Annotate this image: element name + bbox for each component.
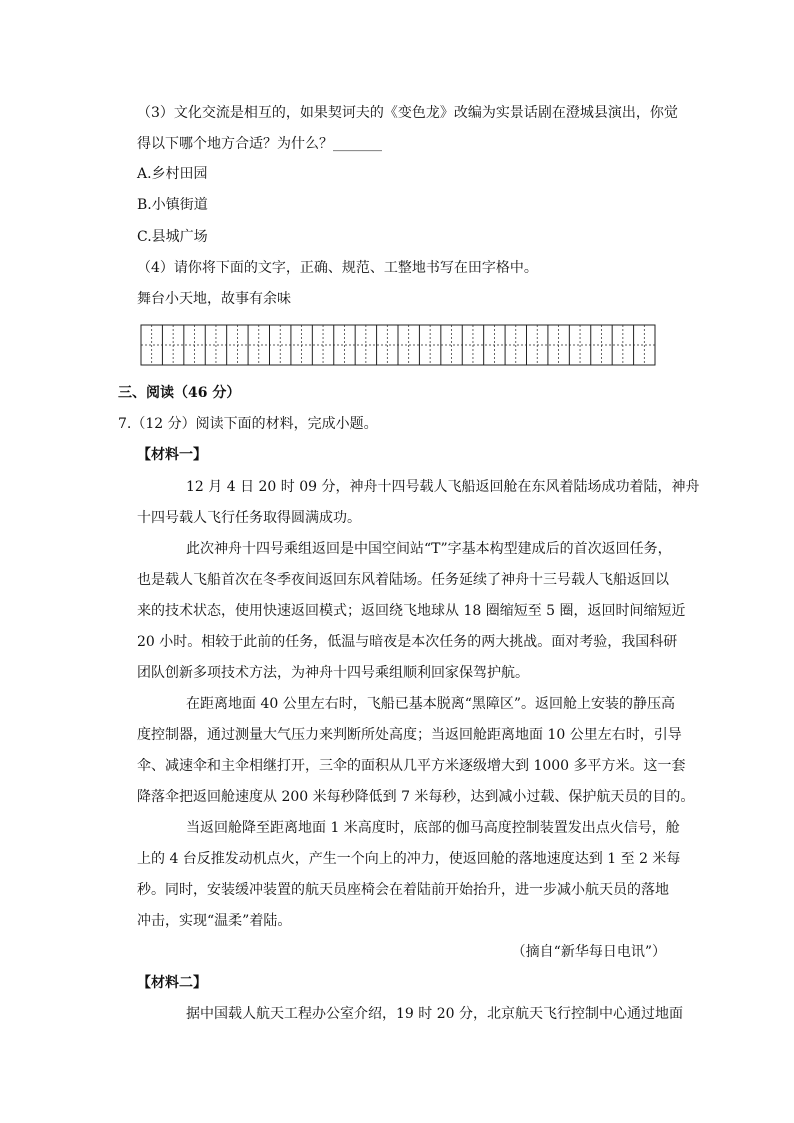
tianzige-grid: [140, 324, 656, 366]
m2-line-1: 据中国载人航天工程办公室介绍，19 时 20 分，北京航天飞行控制中心通过地面: [186, 1006, 683, 1022]
m1-line-7: 团队创新多项技术方法，为神舟十四号乘组顺利回家保驾护航。: [137, 665, 529, 681]
q7-stem: 7.（12 分）阅读下面的材料，完成小题。: [118, 416, 378, 432]
m1-line-12: 当返回舱降至距离地面 1 米高度时，底部的伽马高度控制装置发出点火信号，舱: [186, 820, 680, 836]
q4-instruction: （4）请你将下面的文字，正确、规范、工整地书写在田字格中。: [137, 260, 538, 276]
q3-option-b: B.小镇街道: [137, 197, 208, 213]
section-3-title: 三、阅读（46 分）: [118, 385, 241, 401]
m1-line-10: 伞、减速伞和主伞相继打开，三伞的面积从几平方米逐级增大到 1000 多平方米。这一套: [137, 758, 686, 774]
m1-line-11: 降落伞把返回舱速度从 200 米每秒降低到 7 米每秒，达到减小过载、保护航天员的目的。: [137, 789, 695, 805]
q3-option-c: C.县城广场: [137, 229, 208, 245]
material-2-label: 【材料二】: [137, 975, 207, 991]
source-citation: （摘自“新华每日电讯”）: [511, 944, 666, 960]
m1-line-2: 十四号载人飞行任务取得圆满成功。: [137, 510, 361, 526]
q3-line-1: （3）文化交流是相互的，如果契诃夫的《变色龙》改编为实景话剧在澄城县演出，你觉: [137, 105, 678, 121]
m1-line-8: 在距离地面 40 公里左右时，飞船已基本脱离“黑障区”。返回舱上安装的静压高: [186, 696, 676, 712]
q3-option-a: A.乡村田园: [137, 166, 208, 182]
m1-line-13: 上的 4 台反推发动机点火，产生一个向上的冲力，使返回舱的落地速度达到 1 至 2 米每: [137, 851, 681, 867]
q4-text: 舞台小天地，故事有余味: [137, 291, 291, 307]
m1-line-6: 20 小时。相较于此前的任务，低温与暗夜是本次任务的两大挑战。面对考验，我国科研: [137, 634, 678, 650]
m1-line-3: 此次神舟十四号乘组返回是中国空间站“T”字基本构型建成后的首次返回任务，: [186, 541, 672, 557]
material-1-label: 【材料一】: [137, 447, 207, 463]
m1-line-14: 秒。同时，安装缓冲装置的航天员座椅会在着陆前开始抬升，进一步减小航天员的落地: [137, 882, 669, 898]
q3-line-2: 得以下哪个地方合适？为什么？_______: [137, 136, 382, 152]
m1-line-15: 冲击，实现“温柔”着陆。: [137, 913, 292, 929]
m1-line-9: 度控制器，通过测量大气压力来判断所处高度；当返回舱距离地面 10 公里左右时，引导: [137, 727, 682, 743]
m1-line-4: 也是载人飞船首次在冬季夜间返回东风着陆场。任务延续了神舟十三号载人飞船返回以: [137, 572, 669, 588]
m1-line-1: 12 月 4 日 20 时 09 分，神舟十四号载人飞船返回舱在东风着陆场成功着陆，神舟: [186, 479, 700, 495]
m1-line-5: 来的技术状态，使用快速返回模式；返回绕飞地球从 18 圈缩短至 5 圈，返回时间缩短近: [137, 603, 686, 619]
